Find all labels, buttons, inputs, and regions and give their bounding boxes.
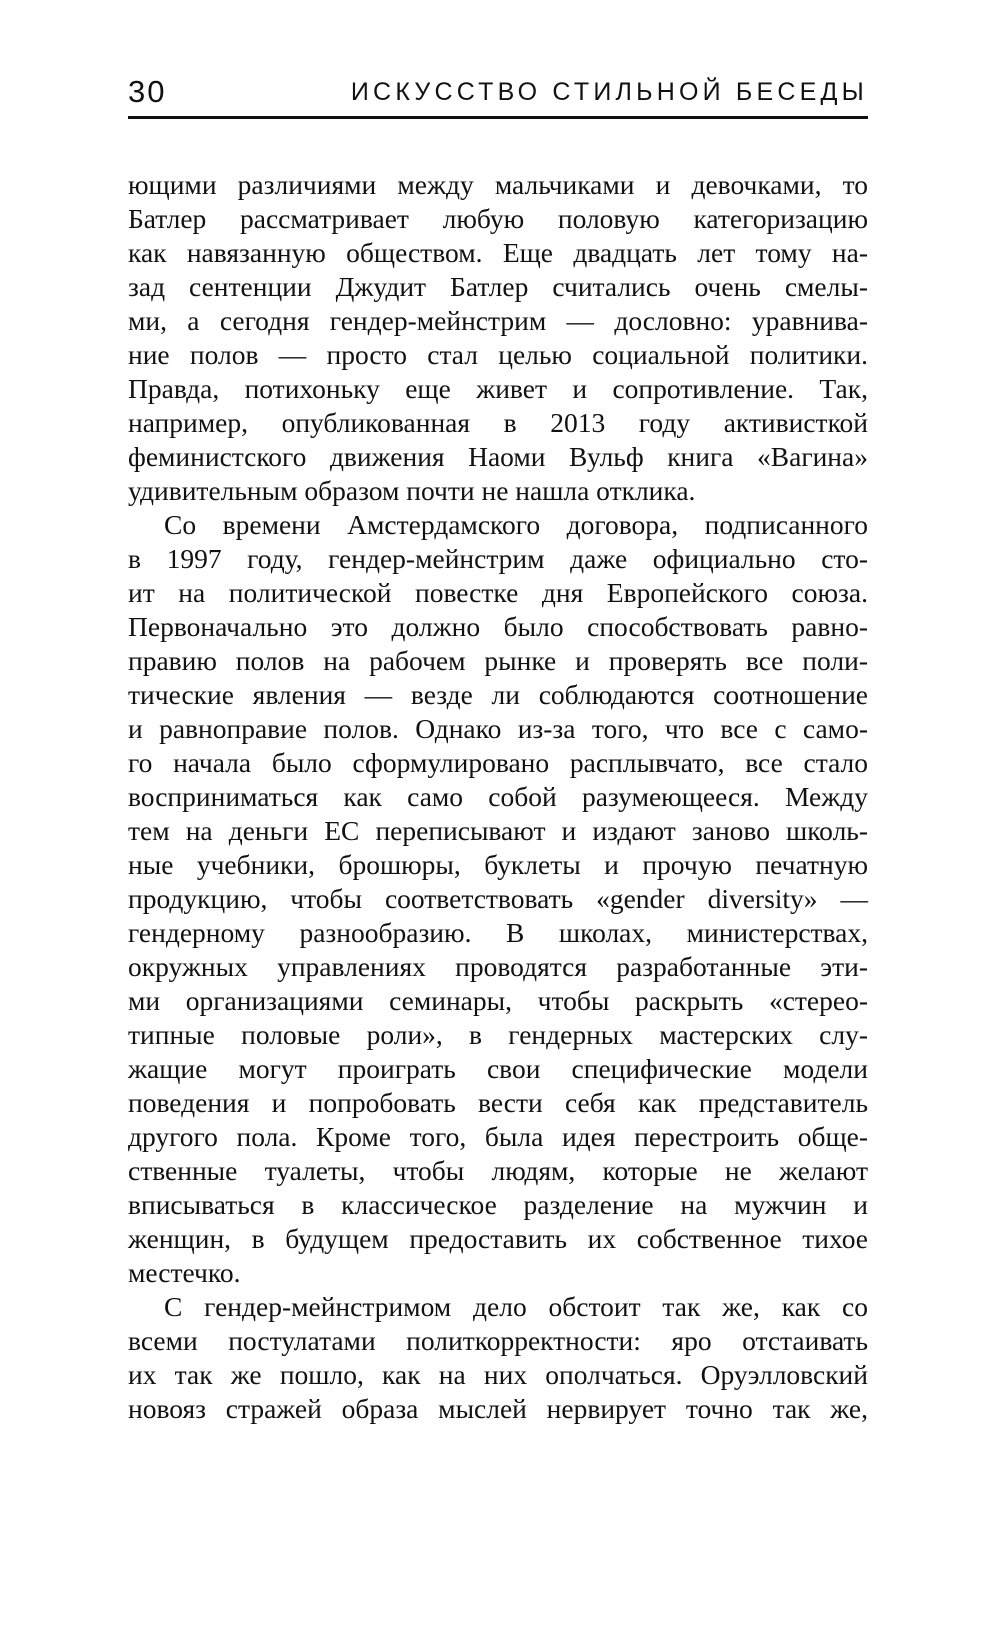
text-line: новояз стражей образа мыслей нервирует точно так же, [128,1393,868,1424]
text-line: удивительным образом почти не нашла отклика. [128,475,696,506]
running-head [128,72,868,112]
text-line: феминистского движения Наоми Вульф книга «Вагина» [128,441,868,472]
text-line: и равноправие полов. Однако из-за того, что все с само- [128,713,868,744]
text-line: гендерному разнообразию. В школах, министерствах, [128,917,868,948]
text-line: ственные туалеты, чтобы людям, которые не желают [128,1155,868,1186]
text-line: ми, а сегодня гендер-мейнстрим — дословно: уравнива- [128,305,868,336]
text-line: их так же пошло, как на них ополчаться. Оруэлловский [128,1359,868,1390]
text-line: например, опубликованная в 2013 году активисткой [128,407,868,438]
text-line: зад сентенции Джудит Батлер считались очень смелы- [128,271,868,302]
paragraph-3 [128,1290,868,1426]
header-rule [128,116,868,119]
text-line: ми организациями семинары, чтобы раскрыть «стерео- [128,985,868,1016]
text-line: Батлер рассматривает любую половую категоризацию [128,203,868,234]
text-line: го начала было сформулировано расплывчато, все стало [128,747,868,778]
running-title: ИСКУССТВО СТИЛЬНОЙ БЕСЕДЫ [350,78,868,106]
text-line: Со времени Амстердамского договора, подписанного [164,509,868,540]
text-line: женщин, в будущем предоставить их собственное тихое [128,1223,868,1254]
text-line: как навязанную обществом. Еще двадцать лет тому на- [128,237,868,268]
paragraph-1 [128,168,868,508]
text-line: Правда, потихоньку еще живет и сопротивление. Так, [128,373,868,404]
text-line: ные учебники, брошюры, буклеты и прочую печатную [128,849,868,880]
text-line: тические явления — везде ли соблюдаются соотношение [128,679,868,710]
text-line: Первоначально это должно было способствовать равно- [128,611,868,642]
text-line: поведения и попробовать вести себя как представитель [128,1087,868,1118]
text-line: тем на деньги ЕС переписывают и издают заново школь- [128,815,868,846]
text-line: продукцию, чтобы соответствовать «gender diversity» — [128,883,868,914]
text-line: местечко. [128,1257,241,1288]
body-text [128,168,868,1426]
text-line: правию полов на рабочем рынке и проверять все поли- [128,645,868,676]
text-line: ит на политической повестке дня Европейского союза. [128,577,868,608]
text-line: окружных управлениях проводятся разработанные эти- [128,951,868,982]
text-line: вписываться в классическое разделение на мужчин и [128,1189,868,1220]
text-line: другого пола. Кроме того, была идея перестроить обще- [128,1121,868,1152]
text-line: жащие могут проиграть свои специфические модели [128,1053,868,1084]
text-line: в 1997 году, гендер-мейнстрим даже официально сто- [128,543,868,574]
text-line: всеми постулатами политкорректности: яро отстаивать [128,1325,868,1356]
text-line: типные половые роли», в гендерных мастерских слу- [128,1019,868,1050]
text-line: С гендер-мейнстримом дело обстоит так же, как со [164,1291,868,1322]
paragraph-2 [128,508,868,1290]
text-line: восприниматься как само собой разумеющееся. Между [128,781,868,812]
text-line: ние полов — просто стал целью социальной политики. [128,339,868,370]
page-number: 30 [128,74,167,109]
text-line: ющими различиями между мальчиками и девочками, то [128,169,868,200]
